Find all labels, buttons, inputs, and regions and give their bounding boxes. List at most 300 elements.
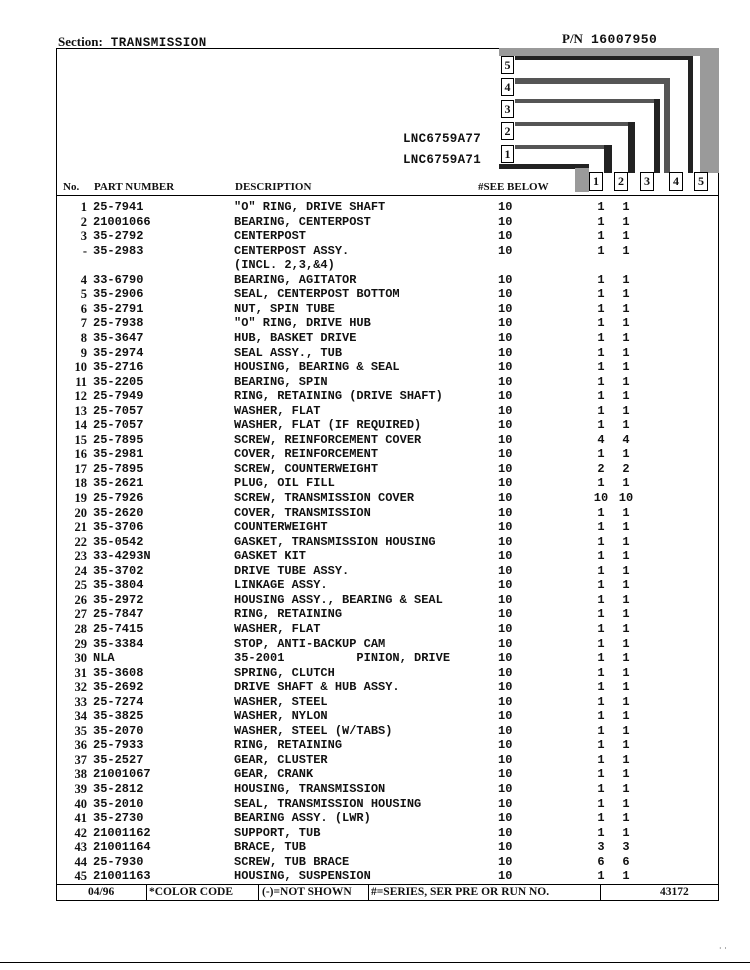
series-line-2 — [515, 122, 635, 126]
row-part-number: 35-3706 — [93, 520, 144, 535]
row-number: 36 — [74, 738, 87, 753]
section-value: TRANSMISSION — [110, 36, 207, 50]
row-see-below: 10 — [498, 534, 513, 549]
row-description: SEAL, CENTERPOST BOTTOM — [234, 287, 400, 302]
row-qty-series-1: 1 — [597, 200, 605, 214]
row-number: - — [82, 243, 87, 258]
row-description: PLUG, OIL FILL — [234, 476, 335, 491]
row-description: BEARING ASSY. (LWR) — [234, 811, 371, 826]
row-number: 32 — [74, 680, 87, 695]
row-see-below: 10 — [498, 621, 513, 636]
row-qty-series-2: 1 — [622, 709, 630, 724]
row-description: GASKET KIT — [234, 549, 307, 564]
table-row — [56, 506, 719, 520]
table-row — [56, 564, 719, 578]
series-box-1: 1 — [501, 145, 514, 163]
table-row — [56, 593, 719, 607]
col-header-see-below: #SEE BELOW — [478, 181, 549, 193]
series-line-5 — [515, 56, 693, 60]
row-number: 40 — [74, 796, 87, 811]
model-number-2: LNC6759A71 — [403, 153, 482, 167]
row-number: 44 — [74, 854, 87, 869]
row-qty-series-1: 1 — [597, 782, 605, 796]
row-number: 35 — [74, 723, 87, 738]
row-see-below: 10 — [498, 432, 513, 447]
row-part-number: 21001164 — [93, 840, 151, 855]
series-line-1 — [515, 145, 612, 149]
row-qty-series-1: 1 — [597, 592, 605, 607]
row-number: 31 — [74, 665, 87, 680]
row-qty-series-2: 1 — [622, 403, 630, 418]
row-qty-series-2: 1 — [622, 651, 630, 666]
row-qty-series-1: 1 — [597, 825, 605, 840]
row-number: 14 — [74, 418, 87, 433]
row-description: STOP, ANTI-BACKUP CAM — [234, 636, 386, 651]
table-row — [56, 229, 719, 243]
row-part-number: 25-7274 — [93, 694, 144, 709]
row-qty-series-2: 1 — [622, 796, 630, 811]
row-description: DRIVE SHAFT & HUB ASSY. — [234, 680, 400, 695]
row-description: COVER, REINFORCEMENT — [234, 447, 379, 462]
series-col-5: 5 — [694, 172, 708, 191]
table-row — [56, 302, 719, 316]
row-qty-series-1: 3 — [597, 840, 605, 855]
row-description: WASHER, FLAT — [234, 403, 321, 418]
row-description: BEARING, AGITATOR — [234, 272, 357, 287]
pn-label: P/N — [562, 31, 583, 46]
row-qty-series-2: 1 — [622, 782, 630, 796]
row-description: WASHER, NYLON — [234, 709, 328, 724]
table-row — [56, 738, 719, 752]
table-row — [56, 447, 719, 461]
row-part-number: 25-7930 — [93, 854, 144, 869]
row-description: HOUSING ASSY., BEARING & SEAL — [234, 592, 443, 607]
row-part-number: 35-2205 — [93, 374, 144, 389]
model-number-1: LNC6759A77 — [403, 132, 482, 146]
row-part-number: 25-7057 — [93, 403, 144, 418]
row-part-number: 35-2692 — [93, 680, 144, 695]
table-row — [56, 855, 719, 869]
row-qty-series-2: 1 — [622, 723, 630, 738]
row-description: SCREW, COUNTERWEIGHT — [234, 461, 379, 476]
row-description: SCREW, TRANSMISSION COVER — [234, 491, 415, 505]
row-see-below: 10 — [498, 578, 513, 593]
table-row — [56, 637, 719, 651]
table-row — [56, 666, 719, 680]
series-drop-2 — [628, 122, 635, 173]
table-row — [56, 244, 719, 258]
table-row — [56, 404, 719, 418]
row-see-below: 10 — [498, 854, 513, 869]
row-qty-series-2: 4 — [622, 432, 630, 447]
row-qty-series-1: 1 — [597, 709, 605, 724]
page-bottom-rule — [0, 962, 750, 963]
row-part-number: 35-2527 — [93, 752, 144, 767]
table-row — [56, 797, 719, 811]
row-qty-series-2: 1 — [622, 520, 630, 535]
row-description: HOUSING, BEARING & SEAL — [234, 360, 400, 375]
row-number: 34 — [74, 709, 87, 724]
series-base-drop — [575, 168, 589, 192]
row-description: GASKET, TRANSMISSION HOUSING — [234, 534, 436, 549]
row-description: GEAR, CRANK — [234, 767, 314, 782]
row-qty-series-1: 1 — [597, 665, 605, 680]
row-part-number: 21001162 — [93, 825, 151, 840]
table-row — [56, 520, 719, 534]
table-row — [56, 491, 719, 505]
row-description: COUNTERWEIGHT — [234, 520, 328, 535]
row-part-number: 25-7415 — [93, 621, 144, 636]
row-number: 42 — [74, 825, 87, 840]
row-see-below: 10 — [498, 752, 513, 767]
row-part-number: 35-2974 — [93, 345, 144, 360]
series-drop-5 — [688, 56, 693, 173]
row-description: DRIVE TUBE ASSY. — [234, 563, 350, 578]
series-col-1: 1 — [589, 172, 603, 191]
row-description: BEARING, SPIN — [234, 374, 328, 389]
row-number: 37 — [74, 752, 87, 767]
row-number: 11 — [75, 374, 87, 389]
row-part-number: 35-3804 — [93, 578, 144, 593]
table-row — [56, 651, 719, 665]
row-qty-series-2: 1 — [622, 229, 630, 244]
row-see-below: 10 — [498, 403, 513, 418]
row-description: LINKAGE ASSY. — [234, 578, 328, 593]
row-qty-series-2: 1 — [622, 476, 630, 491]
row-qty-series-2: 1 — [622, 767, 630, 782]
row-qty-series-1: 1 — [597, 243, 605, 258]
row-description: WASHER, FLAT — [234, 621, 321, 636]
row-part-number: 35-0542 — [93, 534, 144, 549]
row-see-below: 10 — [498, 229, 513, 244]
series-box-3: 3 — [501, 100, 514, 118]
row-qty-series-2: 1 — [622, 360, 630, 375]
series-drop-3 — [654, 99, 660, 173]
row-qty-series-2: 1 — [622, 214, 630, 229]
row-description: "O" RING, DRIVE HUB — [234, 316, 371, 331]
row-qty-series-2: 1 — [622, 287, 630, 302]
row-description: BRACE, TUB — [234, 840, 307, 855]
table-row — [56, 287, 719, 301]
row-see-below: 10 — [498, 636, 513, 651]
row-qty-series-1: 1 — [597, 680, 605, 695]
table-row — [56, 622, 719, 636]
series-col-4: 4 — [669, 172, 683, 191]
row-qty-series-1: 1 — [597, 214, 605, 229]
row-part-number: 35-2812 — [93, 782, 144, 796]
table-row — [56, 462, 719, 476]
row-qty-series-1: 1 — [597, 505, 605, 520]
row-qty-series-2: 1 — [622, 374, 630, 389]
row-description: "O" RING, DRIVE SHAFT — [234, 200, 386, 214]
row-qty-series-1: 6 — [597, 854, 605, 869]
row-see-below: 10 — [498, 680, 513, 695]
row-number: 28 — [74, 621, 87, 636]
row-see-below: 10 — [498, 491, 513, 505]
row-description: RING, RETAINING (DRIVE SHAFT) — [234, 389, 443, 404]
row-part-number: 25-7895 — [93, 461, 144, 476]
row-see-below: 10 — [498, 811, 513, 826]
header-rule — [56, 195, 719, 196]
table-row — [56, 695, 719, 709]
row-see-below: 10 — [498, 389, 513, 404]
row-part-number: 35-3384 — [93, 636, 144, 651]
row-see-below: 10 — [498, 360, 513, 375]
table-row — [56, 607, 719, 621]
row-see-below: 10 — [498, 796, 513, 811]
row-number: 22 — [74, 534, 87, 549]
row-qty-series-1: 1 — [597, 869, 605, 884]
series-box-4: 4 — [501, 78, 514, 96]
row-number: 23 — [74, 549, 87, 564]
row-qty-series-1: 1 — [597, 345, 605, 360]
row-qty-series-1: 1 — [597, 607, 605, 622]
row-qty-series-1: 1 — [597, 316, 605, 331]
row-qty-series-2: 1 — [622, 694, 630, 709]
row-qty-series-1: 1 — [597, 301, 605, 316]
row-see-below: 10 — [498, 549, 513, 564]
scan-specks: · · — [719, 944, 727, 953]
series-col-2: 2 — [614, 172, 628, 191]
row-part-number: 33-4293N — [93, 549, 151, 564]
row-qty-series-2: 10 — [618, 491, 634, 505]
table-row — [56, 680, 719, 694]
row-see-below: 10 — [498, 694, 513, 709]
row-qty-series-2: 1 — [622, 592, 630, 607]
row-description: NUT, SPIN TUBE — [234, 301, 335, 316]
row-number: 39 — [74, 782, 87, 796]
table-row — [56, 331, 719, 345]
row-see-below: 10 — [498, 709, 513, 724]
table-row — [56, 200, 719, 214]
row-qty-series-1: 10 — [593, 491, 609, 505]
row-see-below: 10 — [498, 287, 513, 302]
row-qty-series-2: 1 — [622, 811, 630, 826]
row-qty-series-1: 1 — [597, 549, 605, 564]
row-description: GEAR, CLUSTER — [234, 752, 328, 767]
table-row — [56, 346, 719, 360]
row-see-below: 10 — [498, 301, 513, 316]
row-see-below: 10 — [498, 607, 513, 622]
row-part-number: 21001067 — [93, 767, 151, 782]
table-row — [56, 360, 719, 374]
row-qty-series-2: 1 — [622, 534, 630, 549]
table-row — [56, 869, 719, 883]
row-see-below: 10 — [498, 476, 513, 491]
row-description: BEARING, CENTERPOST — [234, 214, 371, 229]
row-part-number: 35-2716 — [93, 360, 144, 375]
row-number: 38 — [74, 767, 87, 782]
row-see-below: 10 — [498, 665, 513, 680]
row-qty-series-2: 1 — [622, 607, 630, 622]
row-description: (INCL. 2,3,&4) — [234, 258, 335, 273]
row-qty-series-1: 1 — [597, 374, 605, 389]
row-qty-series-1: 1 — [597, 287, 605, 302]
row-description: SCREW, TUB BRACE — [234, 854, 350, 869]
row-number: 25 — [74, 578, 87, 593]
row-part-number: 35-2070 — [93, 723, 144, 738]
row-number: 41 — [74, 811, 87, 826]
row-number: 27 — [74, 607, 87, 622]
row-qty-series-2: 3 — [622, 840, 630, 855]
footer-divider — [368, 884, 369, 901]
footer-divider — [600, 884, 601, 901]
row-part-number: 35-2621 — [93, 476, 144, 491]
row-see-below: 10 — [498, 374, 513, 389]
row-part-number: 35-2791 — [93, 301, 144, 316]
row-see-below: 10 — [498, 782, 513, 796]
row-part-number: NLA — [93, 651, 115, 666]
row-number: 1 — [80, 200, 87, 214]
row-part-number: 35-2730 — [93, 811, 144, 826]
row-number: 29 — [74, 636, 87, 651]
table-row — [56, 535, 719, 549]
row-part-number: 33-6790 — [93, 272, 144, 287]
row-see-below: 10 — [498, 461, 513, 476]
row-qty-series-1: 2 — [597, 461, 605, 476]
section-label: Section: — [58, 34, 103, 49]
row-part-number: 25-7057 — [93, 418, 144, 433]
row-qty-series-1: 1 — [597, 723, 605, 738]
row-qty-series-1: 1 — [597, 389, 605, 404]
row-description: HOUSING, SUSPENSION — [234, 869, 371, 884]
row-part-number: 35-2792 — [93, 229, 144, 244]
footer-page-code: 43172 — [660, 886, 689, 898]
row-number: 13 — [74, 403, 87, 418]
row-see-below: 10 — [498, 563, 513, 578]
footer-series-note: #=SERIES, SER PRE OR RUN NO. — [371, 886, 550, 898]
row-qty-series-2: 1 — [622, 869, 630, 884]
row-qty-series-1: 1 — [597, 447, 605, 462]
footer-not-shown: (-)=NOT SHOWN — [262, 886, 352, 898]
table-row — [56, 840, 719, 854]
row-part-number: 35-2906 — [93, 287, 144, 302]
series-box-2: 2 — [501, 122, 514, 140]
series-band-top — [499, 48, 719, 56]
row-part-number: 25-7949 — [93, 389, 144, 404]
row-see-below: 10 — [498, 330, 513, 345]
row-qty-series-1: 1 — [597, 621, 605, 636]
row-description: CENTERPOST ASSY. — [234, 243, 350, 258]
table-row — [56, 753, 719, 767]
row-description: RING, RETAINING — [234, 607, 343, 622]
table-row — [56, 811, 719, 825]
row-description: HUB, BASKET DRIVE — [234, 330, 357, 345]
row-qty-series-2: 1 — [622, 578, 630, 593]
row-part-number: 35-3702 — [93, 563, 144, 578]
row-part-number: 35-2983 — [93, 243, 144, 258]
row-qty-series-1: 1 — [597, 330, 605, 345]
table-row — [56, 273, 719, 287]
footer-divider — [146, 884, 147, 901]
row-qty-series-2: 1 — [622, 389, 630, 404]
row-part-number: 25-7938 — [93, 316, 144, 331]
table-row — [56, 767, 719, 781]
row-qty-series-2: 1 — [622, 549, 630, 564]
row-number: 4 — [80, 272, 87, 287]
series-col-3: 3 — [640, 172, 654, 191]
row-number: 19 — [74, 491, 87, 505]
table-row-continuation — [56, 258, 719, 272]
row-see-below: 10 — [498, 272, 513, 287]
row-qty-series-1: 1 — [597, 272, 605, 287]
table-row — [56, 476, 719, 490]
row-qty-series-1: 1 — [597, 811, 605, 826]
row-qty-series-1: 1 — [597, 636, 605, 651]
row-see-below: 10 — [498, 345, 513, 360]
row-qty-series-2: 1 — [622, 563, 630, 578]
row-part-number: 21001163 — [93, 869, 151, 884]
row-number: 2 — [80, 214, 87, 229]
series-drop-4 — [664, 78, 670, 173]
row-qty-series-1: 1 — [597, 752, 605, 767]
table-row — [56, 709, 719, 723]
row-number: 18 — [74, 476, 87, 491]
footer-rule — [56, 884, 719, 885]
row-qty-series-2: 1 — [622, 447, 630, 462]
row-part-number: 35-2620 — [93, 505, 144, 520]
col-header-no: No. — [63, 181, 80, 193]
row-see-below: 10 — [498, 592, 513, 607]
row-qty-series-1: 1 — [597, 418, 605, 433]
row-see-below: 10 — [498, 651, 513, 666]
row-description: COVER, TRANSMISSION — [234, 505, 371, 520]
row-see-below: 10 — [498, 418, 513, 433]
row-qty-series-2: 1 — [622, 825, 630, 840]
row-part-number: 35-2010 — [93, 796, 144, 811]
row-part-number: 35-3825 — [93, 709, 144, 724]
table-row — [56, 724, 719, 738]
row-qty-series-1: 1 — [597, 694, 605, 709]
row-see-below: 10 — [498, 214, 513, 229]
row-part-number: 25-7895 — [93, 432, 144, 447]
row-number: 12 — [74, 389, 87, 404]
table-row — [56, 578, 719, 592]
table-row — [56, 782, 719, 796]
series-band-right — [700, 48, 719, 173]
table-row — [56, 549, 719, 563]
row-qty-series-2: 1 — [622, 316, 630, 331]
row-qty-series-1: 1 — [597, 403, 605, 418]
row-number: 30 — [74, 651, 87, 666]
row-qty-series-2: 6 — [622, 854, 630, 869]
row-see-below: 10 — [498, 520, 513, 535]
part-number-heading — [562, 31, 657, 47]
row-number: 43 — [74, 840, 87, 855]
row-number: 8 — [80, 330, 87, 345]
row-qty-series-2: 1 — [622, 680, 630, 695]
row-part-number: 21001066 — [93, 214, 151, 229]
row-qty-series-2: 1 — [622, 738, 630, 753]
table-row — [56, 375, 719, 389]
row-number: 10 — [74, 360, 87, 375]
row-qty-series-1: 1 — [597, 767, 605, 782]
row-see-below: 10 — [498, 200, 513, 214]
row-qty-series-1: 1 — [597, 229, 605, 244]
col-header-part-number: PART NUMBER — [94, 181, 175, 193]
row-qty-series-2: 1 — [622, 243, 630, 258]
row-number: 20 — [74, 505, 87, 520]
row-part-number: 35-3608 — [93, 665, 144, 680]
row-part-number: 25-7847 — [93, 607, 144, 622]
row-qty-series-1: 4 — [597, 432, 605, 447]
row-number: 16 — [74, 447, 87, 462]
row-number: 24 — [74, 563, 87, 578]
row-part-number: 35-2981 — [93, 447, 144, 462]
row-description: SCREW, REINFORCEMENT COVER — [234, 432, 422, 447]
row-description: RING, RETAINING — [234, 738, 343, 753]
row-number: 7 — [80, 316, 87, 331]
